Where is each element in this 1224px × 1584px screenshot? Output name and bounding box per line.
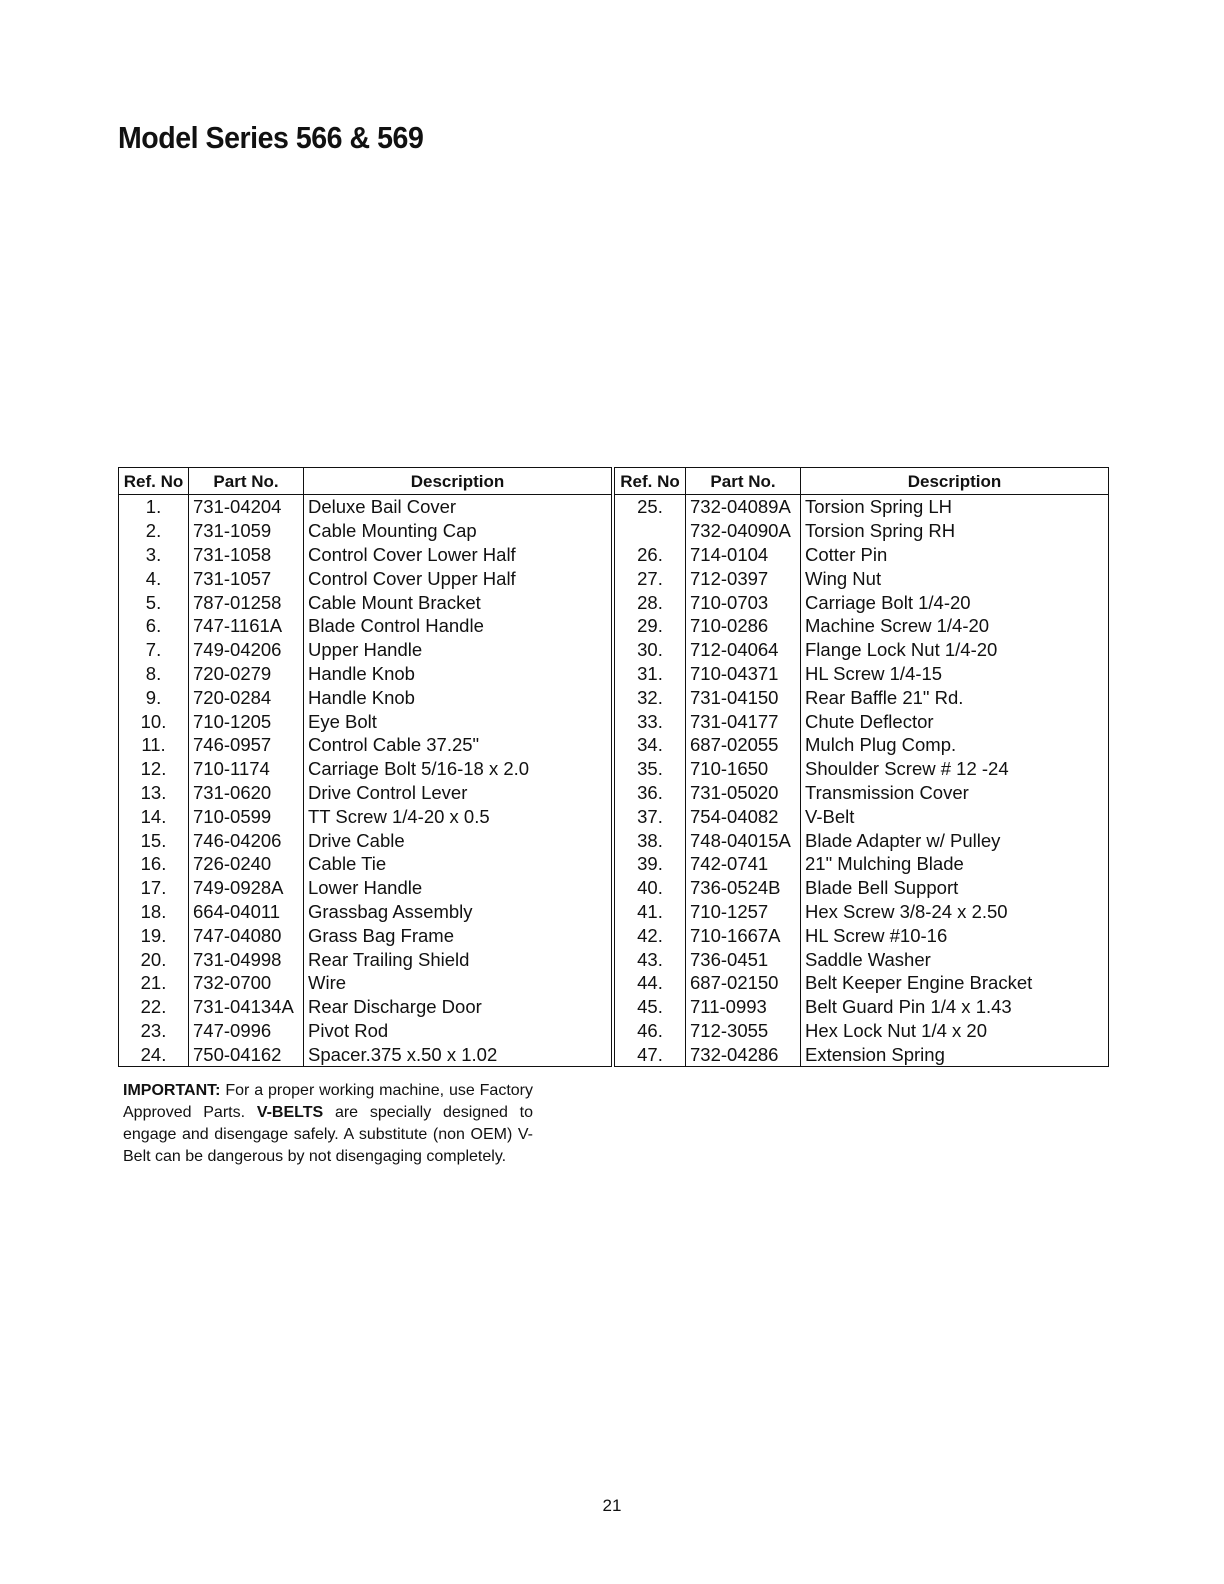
table-row [615,781,1109,805]
part-number-cell: 664-04011 [189,900,304,924]
ref-cell: 19. [119,923,189,947]
table-row [615,638,1109,662]
part-number-cell: 731-1057 [189,566,304,590]
table-row [119,685,612,709]
part-header: Part No. [189,468,304,495]
part-number-cell: 732-04089A [686,495,801,519]
table-row [119,590,612,614]
part-number-cell: 710-1174 [189,757,304,781]
description-cell: Spacer.375 x.50 x 1.02 [304,1042,612,1066]
ref-cell: 2. [119,519,189,543]
ref-cell: 32. [615,685,686,709]
table-row [615,852,1109,876]
table-row [615,685,1109,709]
ref-header: Ref. No [119,468,189,495]
description-cell: Control Cover Upper Half [304,566,612,590]
description-cell: Wing Nut [801,566,1109,590]
description-cell: Cable Mounting Cap [304,519,612,543]
page-title: Model Series 566 & 569 [118,120,424,155]
description-cell: Carriage Bolt 5/16-18 x 2.0 [304,757,612,781]
description-cell: Blade Bell Support [801,876,1109,900]
table-row [615,566,1109,590]
part-number-cell: 748-04015A [686,828,801,852]
parts-table-left [118,467,612,1067]
table-row [615,828,1109,852]
part-number-cell: 731-0620 [189,781,304,805]
table-row [615,971,1109,995]
description-cell: Upper Handle [304,638,612,662]
table-row [119,733,612,757]
description-cell: Shoulder Screw # 12 -24 [801,757,1109,781]
description-cell: Belt Guard Pin 1/4 x 1.43 [801,995,1109,1019]
ref-cell: 35. [615,757,686,781]
part-number-cell: 749-04206 [189,638,304,662]
table-row [119,971,612,995]
table-header-row [119,468,612,495]
description-header: Description [801,468,1109,495]
part-number-cell: 710-0599 [189,804,304,828]
part-number-cell: 726-0240 [189,852,304,876]
description-cell: Grass Bag Frame [304,923,612,947]
description-cell: Machine Screw 1/4-20 [801,614,1109,638]
table-row [615,709,1109,733]
part-number-cell: 732-04090A [686,519,801,543]
table-row [615,614,1109,638]
ref-cell: 45. [615,995,686,1019]
part-header: Part No. [686,468,801,495]
part-number-cell: 710-0703 [686,590,801,614]
table-row [119,852,612,876]
part-number-cell: 712-04064 [686,638,801,662]
description-cell: Flange Lock Nut 1/4-20 [801,638,1109,662]
part-number-cell: 747-04080 [189,923,304,947]
table-row [615,1042,1109,1066]
table-row [615,804,1109,828]
ref-cell: 46. [615,1019,686,1043]
ref-cell: 39. [615,852,686,876]
ref-cell: 22. [119,995,189,1019]
description-cell: Hex Screw 3/8-24 x 2.50 [801,900,1109,924]
note-text-1: For a proper working machine, use Factory Approved Parts. [123,1082,533,1121]
part-number-cell: 746-04206 [189,828,304,852]
ref-cell: 10. [119,709,189,733]
part-number-cell: 712-0397 [686,566,801,590]
table-row [615,495,1109,519]
description-cell: Drive Control Lever [304,781,612,805]
description-cell: Blade Adapter w/ Pulley [801,828,1109,852]
ref-cell: 38. [615,828,686,852]
ref-cell: 23. [119,1019,189,1043]
part-number-cell: 710-1667A [686,923,801,947]
ref-cell: 28. [615,590,686,614]
table-row [615,1019,1109,1043]
part-number-cell: 731-1058 [189,543,304,567]
table-row [615,733,1109,757]
ref-header: Ref. No [615,468,686,495]
description-cell: Blade Control Handle [304,614,612,638]
ref-cell: 8. [119,662,189,686]
note-text-2: are specially designed to engage and disengage safely. A substitute (non OEM) V-Belt can be dangerous by not disengaging completely. [123,1104,534,1165]
description-cell: Deluxe Bail Cover [304,495,612,519]
table-row [119,995,612,1019]
part-number-cell: 731-05020 [686,781,801,805]
ref-cell: 26. [615,543,686,567]
description-cell: Cotter Pin [801,543,1109,567]
table-row [615,662,1109,686]
ref-cell: 27. [615,566,686,590]
part-number-cell: 749-0928A [189,876,304,900]
description-cell: Grassbag Assembly [304,900,612,924]
description-cell: Pivot Rod [304,1019,612,1043]
ref-cell: 6. [119,614,189,638]
table-row [119,638,612,662]
vbelts-label: V-BELTS [256,1104,324,1121]
ref-cell: 21. [119,971,189,995]
part-number-cell: 732-04286 [686,1042,801,1066]
part-number-cell: 710-1650 [686,757,801,781]
ref-cell: 40. [615,876,686,900]
ref-cell: 29. [615,614,686,638]
ref-cell: 4. [119,566,189,590]
description-cell: Eye Bolt [304,709,612,733]
part-number-cell: 746-0957 [189,733,304,757]
description-cell: V-Belt [801,804,1109,828]
table-row [615,590,1109,614]
table-row [119,757,612,781]
table-row [119,876,612,900]
ref-cell: 37. [615,804,686,828]
table-row [119,662,612,686]
description-cell: Chute Deflector [801,709,1109,733]
description-cell: Hex Lock Nut 1/4 x 20 [801,1019,1109,1043]
description-cell: Rear Discharge Door [304,995,612,1019]
part-number-cell: 710-1205 [189,709,304,733]
part-number-cell: 711-0993 [686,995,801,1019]
table-row [615,519,1109,543]
table-row [119,495,612,519]
table-row [615,757,1109,781]
ref-cell: 11. [119,733,189,757]
ref-cell: 18. [119,900,189,924]
part-number-cell: 742-0741 [686,852,801,876]
description-cell: Drive Cable [304,828,612,852]
part-number-cell: 731-04204 [189,495,304,519]
ref-cell: 47. [615,1042,686,1066]
table-row [119,900,612,924]
ref-cell: 9. [119,685,189,709]
table-row [615,876,1109,900]
ref-cell: 14. [119,804,189,828]
ref-cell: 12. [119,757,189,781]
table-row [119,804,612,828]
ref-cell [615,519,686,543]
important-label: IMPORTANT: [123,1082,221,1099]
description-cell: HL Screw #10-16 [801,923,1109,947]
ref-cell: 24. [119,1042,189,1066]
table-row [615,995,1109,1019]
part-number-cell: 710-0286 [686,614,801,638]
description-cell: Carriage Bolt 1/4-20 [801,590,1109,614]
ref-cell: 44. [615,971,686,995]
ref-cell: 25. [615,495,686,519]
description-cell: Transmission Cover [801,781,1109,805]
part-number-cell: 687-02055 [686,733,801,757]
description-cell: Extension Spring [801,1042,1109,1066]
description-cell: Torsion Spring LH [801,495,1109,519]
parts-table-right [614,467,1109,1067]
description-cell: Wire [304,971,612,995]
ref-cell: 42. [615,923,686,947]
ref-cell: 34. [615,733,686,757]
part-number-cell: 720-0279 [189,662,304,686]
part-number-cell: 712-3055 [686,1019,801,1043]
description-cell: Cable Mount Bracket [304,590,612,614]
part-number-cell: 720-0284 [189,685,304,709]
part-number-cell: 710-1257 [686,900,801,924]
table-row [119,709,612,733]
part-number-cell: 731-04998 [189,947,304,971]
ref-cell: 3. [119,543,189,567]
table-header-row [615,468,1109,495]
ref-cell: 31. [615,662,686,686]
part-number-cell: 747-1161A [189,614,304,638]
description-cell: Handle Knob [304,685,612,709]
table-row [615,543,1109,567]
ref-cell: 17. [119,876,189,900]
table-row [119,947,612,971]
page-number: 21 [602,1496,622,1515]
description-cell: Saddle Washer [801,947,1109,971]
table-row [119,1019,612,1043]
part-number-cell: 747-0996 [189,1019,304,1043]
table-row [615,900,1109,924]
ref-cell: 20. [119,947,189,971]
description-cell: TT Screw 1/4-20 x 0.5 [304,804,612,828]
table-row [119,1042,612,1066]
part-number-cell: 710-04371 [686,662,801,686]
ref-cell: 41. [615,900,686,924]
ref-cell: 30. [615,638,686,662]
description-cell: 21" Mulching Blade [801,852,1109,876]
description-header: Description [304,468,612,495]
description-cell: Control Cover Lower Half [304,543,612,567]
description-cell: Rear Trailing Shield [304,947,612,971]
table-row [119,566,612,590]
description-cell: Lower Handle [304,876,612,900]
description-cell: Torsion Spring RH [801,519,1109,543]
part-number-cell: 787-01258 [189,590,304,614]
table-row [119,781,612,805]
table-row [119,519,612,543]
part-number-cell: 731-04177 [686,709,801,733]
description-cell: HL Screw 1/4-15 [801,662,1109,686]
important-note [123,1080,533,1168]
description-cell: Rear Baffle 21" Rd. [801,685,1109,709]
description-cell: Handle Knob [304,662,612,686]
table-row [119,543,612,567]
part-number-cell: 714-0104 [686,543,801,567]
description-cell: Cable Tie [304,852,612,876]
part-number-cell: 687-02150 [686,971,801,995]
description-cell: Belt Keeper Engine Bracket [801,971,1109,995]
part-number-cell: 736-0451 [686,947,801,971]
part-number-cell: 750-04162 [189,1042,304,1066]
ref-cell: 5. [119,590,189,614]
table-row [615,947,1109,971]
table-row [615,923,1109,947]
description-cell: Control Cable 37.25" [304,733,612,757]
part-number-cell: 732-0700 [189,971,304,995]
ref-cell: 13. [119,781,189,805]
part-number-cell: 731-04150 [686,685,801,709]
table-row [119,828,612,852]
ref-cell: 15. [119,828,189,852]
ref-cell: 1. [119,495,189,519]
description-cell: Mulch Plug Comp. [801,733,1109,757]
part-number-cell: 754-04082 [686,804,801,828]
part-number-cell: 736-0524B [686,876,801,900]
ref-cell: 16. [119,852,189,876]
part-number-cell: 731-1059 [189,519,304,543]
table-row [119,614,612,638]
ref-cell: 33. [615,709,686,733]
ref-cell: 43. [615,947,686,971]
ref-cell: 36. [615,781,686,805]
table-row [119,923,612,947]
ref-cell: 7. [119,638,189,662]
part-number-cell: 731-04134A [189,995,304,1019]
